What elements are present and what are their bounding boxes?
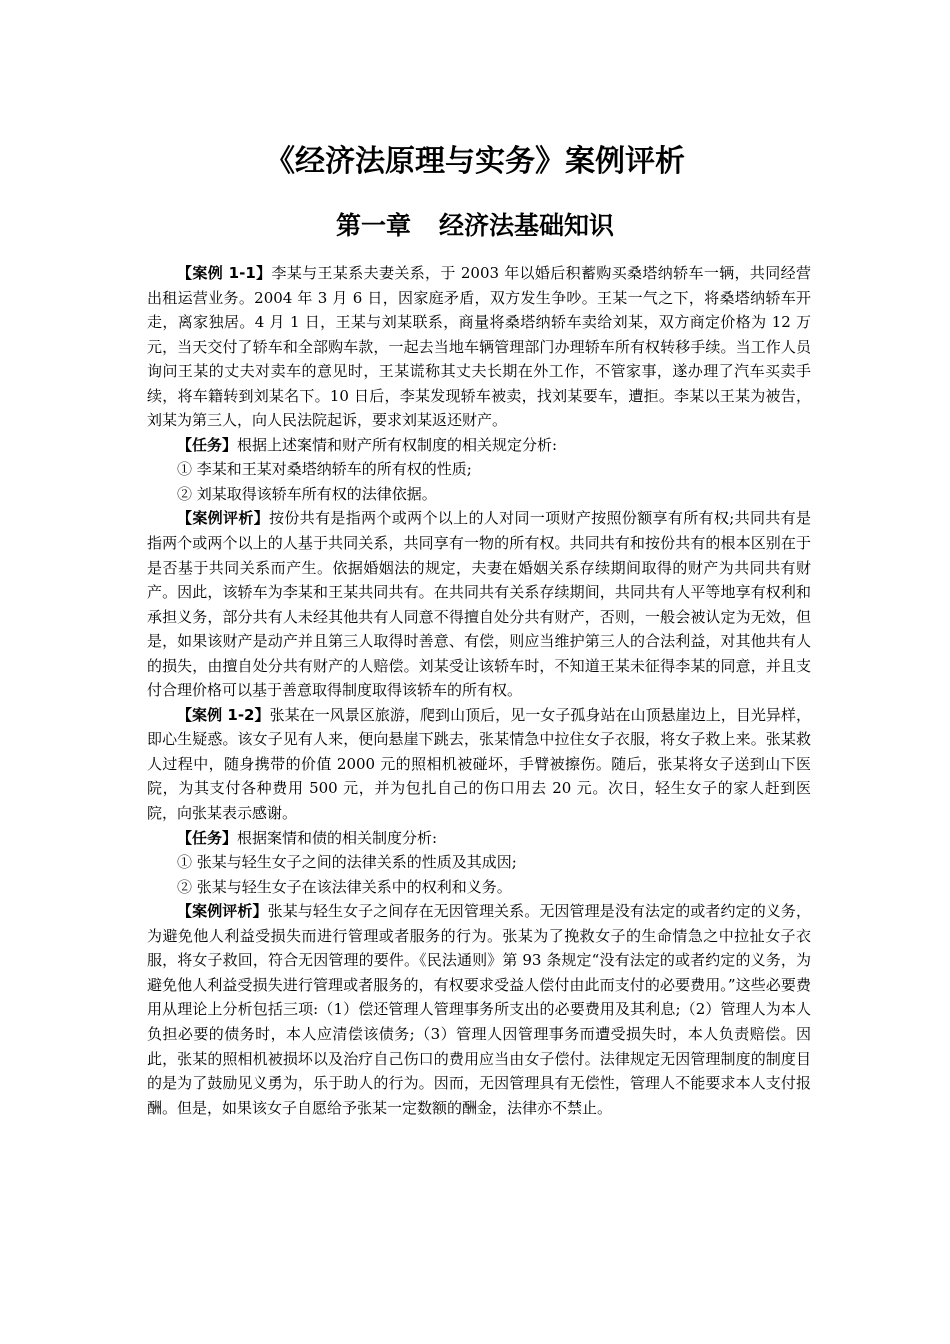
paragraph-text: 张某在一风景区旅游，爬到山顶后，见一女子孤身站在山顶悬崖边上，目光异样，即心生疑惑。该女子见有人来，便向悬崖下跳去，张某情急中拉住女子衣服，将女子救上来。张某救人过程中，随身携带的价值 2000 元的照相机被碰坏，手臂被擦伤。随后，张某将女子送到山下医院，为其支付各种费用 500 元，并为包扎自己的伤口用去 20 元。次日，轻生女子的家人赶到医院，向张某表示感谢。 [147, 705, 811, 823]
paragraph-text: 李某与王某系夫妻关系，于 2003 年以婚后积蓄购买桑塔纳轿车一辆，共同经营出租运营业务。2004 年 3 月 6 日，因家庭矛盾，双方发生争吵。王某一气之下，将桑塔纳轿车开走，离家独居。4 月 1 日，王某与刘某联系，商量将桑塔纳轿车卖给刘某，双方商定价格为 12 万元，当天交付了轿车和全部购车款，一起去当地车辆管理部门办理轿车所有权转移手续。当工作人员询问王某的丈夫对卖车的意见时，王某谎称其丈夫长期在外工作，不管家事，遂办理了汽车买卖手续，将车籍转到刘某名下。10 日后，李某发现轿车被卖，找刘某要车，遭拒。李某以王某为被告，刘某为第三人，向人民法院起诉，要求刘某返还财产。 [147, 264, 811, 430]
paragraph [147, 261, 811, 433]
analysis-label: 【案例评析】 [177, 509, 270, 528]
paragraph [147, 826, 811, 851]
task-item: ② 刘某取得该轿车所有权的法律依据。 [177, 484, 437, 503]
case-label: 【案例 1-1】 [177, 264, 272, 282]
document-body [147, 261, 811, 1120]
paragraph [147, 703, 811, 826]
paragraph-text: 按份共有是指两个或两个以上的人对同一项财产按照份额享有所有权;共同共有是指两个或两个以上的人基于共同关系，共同享有一物的所有权。共同共有和按份共有的根本区别在于是否基于共同关系而产生。依据婚姻法的规定，夫妻在婚姻关系存续期间取得的财产为共同共有财产。因此，该轿车为李某和王某共同共有。在共同共有关系存续期间，共同共有人平等地享有权利和承担义务，部分共有人未经其他共有人同意不得擅自处分共有财产，否则，一般会被认定为无效，但是，如果该财产是动产并且第三人取得时善意、有偿，则应当维护第三人的合法利益，对其他共有人的损失，由擅自处分共有财产的人赔偿。刘某受让该轿车时，不知道王某未征得李某的同意，并且支付合理价格可以基于善意取得制度取得该轿车的所有权。 [147, 509, 811, 700]
paragraph-text: 张某与轻生女子之间存在无因管理关系。无因管理是没有法定的或者约定的义务，为避免他人利益受损失而进行管理或者服务的行为。张某为了挽救女子的生命情急之中拉扯女子衣服，将女子救回，符合无因管理的要件。《民法通则》第 93 条规定“没有法定的或者约定的义务，为避免他人利益受损失进行管理或者服务的，有权要求受益人偿付由此而支付的必要费用。”这些必要费用从理论上分析包括三项:（1）偿还管理人管理事务所支出的必要费用及其利息;（2）管理人为本人负担必要的债务时，本人应清偿该债务;（3）管理人因管理事务而遭受损失时，本人负责赔偿。因此，张某的照相机被损坏以及治疗自己伤口的费用应当由女子偿付。法律规定无因管理制度的制度目的是为了鼓励见义勇为，乐于助人的行为。因而，无因管理具有无偿性，管理人不能要求本人支付报酬。但是，如果该女子自愿给予张某一定数额的酬金，法律亦不禁止。 [147, 902, 811, 1117]
paragraph [147, 899, 811, 1120]
paragraph-text: 根据案情和债的相关制度分析: [237, 828, 438, 847]
task-item: ① 李某和王某对桑塔纳轿车的所有权的性质; [177, 460, 472, 479]
task-label: 【任务】 [177, 828, 238, 847]
chapter-name: 经济法基础知识 [439, 211, 615, 240]
paragraph-text: 根据上述案情和财产所有权制度的相关规定分析: [237, 435, 558, 454]
paragraph [147, 506, 811, 702]
task-item: ② 张某与轻生女子在该法律关系中的权利和义务。 [177, 877, 512, 896]
task-label: 【任务】 [177, 435, 238, 454]
task-item: ① 张某与轻生女子之间的法律关系的性质及其成因; [177, 853, 517, 872]
chapter-title [0, 206, 950, 246]
analysis-label: 【案例评析】 [177, 902, 268, 921]
case-label: 【案例 1-2】 [177, 705, 270, 724]
document-title: 《经济法原理与实务》案例评析 [265, 144, 685, 179]
paragraph [147, 433, 811, 458]
chapter-number: 第一章 [335, 211, 411, 240]
